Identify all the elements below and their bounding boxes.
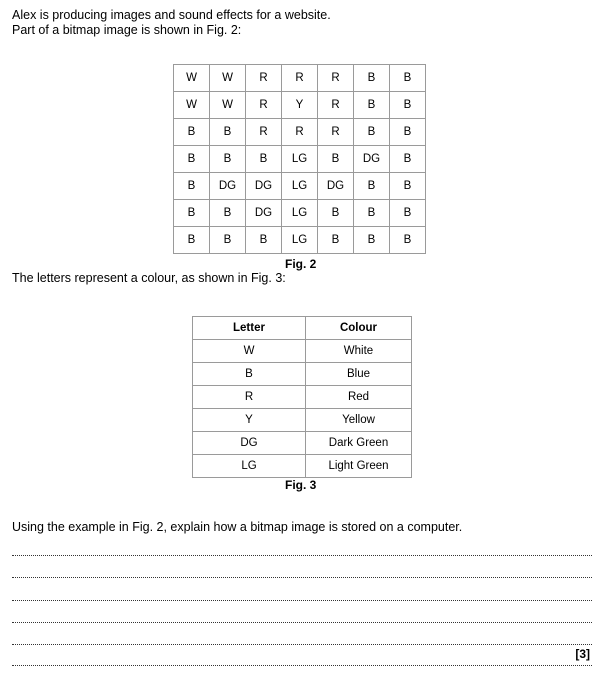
bitmap-grid (173, 64, 426, 254)
bitmap-cell: B (174, 227, 210, 254)
bitmap-cell: W (174, 65, 210, 92)
bitmap-cell: LG (282, 173, 318, 200)
bitmap-row (174, 200, 426, 227)
legend-colour-cell: White (306, 340, 412, 363)
bitmap-cell: B (390, 92, 426, 119)
bitmap-cell: B (174, 119, 210, 146)
bitmap-cell: B (318, 200, 354, 227)
bitmap-cell: B (390, 227, 426, 254)
bitmap-cell: DG (210, 173, 246, 200)
question-text: Using the example in Fig. 2, explain how a bitmap image is stored on a computer. (12, 520, 463, 534)
legend-row (193, 409, 412, 432)
bitmap-cell: W (210, 92, 246, 119)
bitmap-cell: B (210, 200, 246, 227)
bitmap-cell: DG (354, 146, 390, 173)
legend-row (193, 386, 412, 409)
bitmap-cell: B (246, 227, 282, 254)
bitmap-cell: B (390, 200, 426, 227)
bitmap-cell: B (354, 65, 390, 92)
bitmap-cell: B (174, 173, 210, 200)
bitmap-cell: R (246, 119, 282, 146)
bitmap-cell: R (318, 92, 354, 119)
bitmap-cell: B (210, 146, 246, 173)
bitmap-cell: B (318, 146, 354, 173)
answer-line[interactable] (12, 622, 592, 623)
bitmap-cell: B (210, 119, 246, 146)
bitmap-cell: R (282, 119, 318, 146)
bitmap-row (174, 227, 426, 254)
legend-header-letter: Letter (193, 317, 306, 340)
bitmap-cell: W (174, 92, 210, 119)
bitmap-cell: LG (282, 227, 318, 254)
bitmap-row (174, 173, 426, 200)
legend-letter-cell: B (193, 363, 306, 386)
bitmap-cell: B (174, 200, 210, 227)
intro-line-1: Alex is producing images and sound effects for a website. (12, 8, 331, 22)
legend-header-colour: Colour (306, 317, 412, 340)
bitmap-cell: B (354, 92, 390, 119)
bitmap-cell: R (282, 65, 318, 92)
bitmap-cell: DG (318, 173, 354, 200)
legend-colour-cell: Dark Green (306, 432, 412, 455)
bitmap-cell: B (390, 119, 426, 146)
bitmap-cell: B (354, 173, 390, 200)
answer-line[interactable] (12, 665, 592, 666)
bitmap-cell: W (210, 65, 246, 92)
legend-header-row (193, 317, 412, 340)
legend-row (193, 432, 412, 455)
answer-line[interactable] (12, 555, 592, 556)
bitmap-cell: B (354, 200, 390, 227)
bitmap-cell: Y (282, 92, 318, 119)
bitmap-row (174, 119, 426, 146)
legend-intro-text: The letters represent a colour, as shown in Fig. 3: (12, 271, 286, 285)
bitmap-cell: B (390, 173, 426, 200)
legend-letter-cell: LG (193, 455, 306, 478)
bitmap-cell: LG (282, 200, 318, 227)
intro-line-2: Part of a bitmap image is shown in Fig. 2: (12, 23, 242, 37)
legend-colour-cell: Yellow (306, 409, 412, 432)
bitmap-row (174, 65, 426, 92)
bitmap-cell: B (174, 146, 210, 173)
legend-letter-cell: R (193, 386, 306, 409)
bitmap-cell: R (318, 65, 354, 92)
bitmap-cell: R (318, 119, 354, 146)
intro-text (12, 8, 331, 38)
bitmap-row (174, 92, 426, 119)
legend-letter-cell: DG (193, 432, 306, 455)
legend-row (193, 340, 412, 363)
fig2-caption: Fig. 2 (285, 257, 317, 271)
marks-label: [3] (575, 647, 590, 661)
bitmap-cell: B (210, 227, 246, 254)
bitmap-row (174, 146, 426, 173)
colour-legend-table (192, 316, 412, 478)
bitmap-cell: B (354, 119, 390, 146)
bitmap-cell: DG (246, 200, 282, 227)
legend-colour-cell: Blue (306, 363, 412, 386)
bitmap-cell: DG (246, 173, 282, 200)
bitmap-cell: B (354, 227, 390, 254)
legend-colour-cell: Light Green (306, 455, 412, 478)
legend-letter-cell: W (193, 340, 306, 363)
legend-letter-cell: Y (193, 409, 306, 432)
answer-line[interactable] (12, 600, 592, 601)
answer-line[interactable] (12, 644, 592, 645)
bitmap-cell: B (246, 146, 282, 173)
answer-line[interactable] (12, 577, 592, 578)
legend-row (193, 363, 412, 386)
fig3-caption: Fig. 3 (285, 478, 317, 492)
bitmap-cell: R (246, 92, 282, 119)
bitmap-cell: B (390, 65, 426, 92)
bitmap-cell: B (318, 227, 354, 254)
bitmap-cell: LG (282, 146, 318, 173)
legend-row (193, 455, 412, 478)
bitmap-cell: B (390, 146, 426, 173)
bitmap-cell: R (246, 65, 282, 92)
legend-colour-cell: Red (306, 386, 412, 409)
